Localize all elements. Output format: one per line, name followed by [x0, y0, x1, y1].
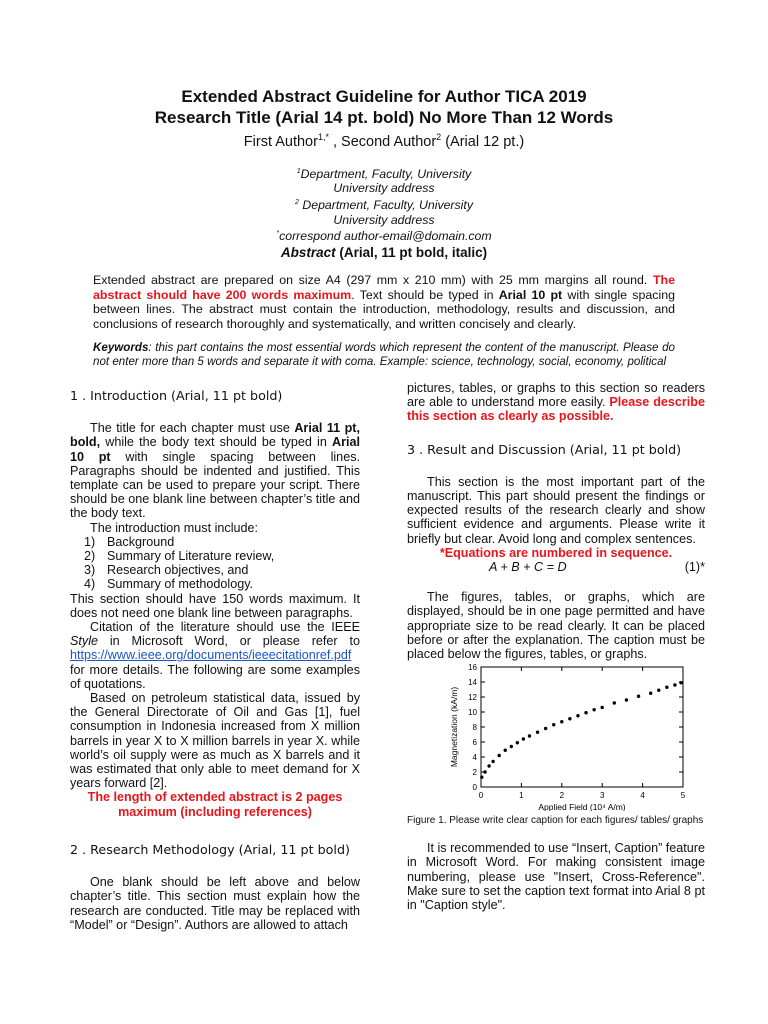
intro-paragraph-5: Based on petroleum statistical data, issued by the General Directorate of Oil and Gas [1], fuel consumption in Indonesia increased from X million barrels in year X to X million barrels in year X. while world’s oil supply were as much as X barrels and it was estimated that only able to meet demand for X years forward [2]. — [70, 691, 360, 791]
section-1-heading: 1 . Introduction (Arial, 11 pt bold) — [70, 388, 283, 403]
magnetization-chart — [407, 661, 705, 811]
abstract-bold-text: Arial 10 pt — [498, 287, 563, 302]
x-tick-label: 0 — [478, 791, 484, 801]
data-point — [491, 760, 494, 763]
equation-text: A + B + C = D — [489, 560, 567, 575]
data-point — [601, 706, 604, 709]
intro-p1-a: The title for each chapter must use — [90, 421, 295, 436]
author-2-sup: 2 — [436, 132, 442, 142]
correspond-sup: * — [276, 230, 280, 238]
intro-p1-bold-1: Arial 11 pt, bold, — [70, 421, 360, 450]
data-point — [576, 714, 579, 717]
intro-p4-a: Citation of the literature should use the IEEE — [90, 620, 360, 635]
y-tick-label: 6 — [472, 738, 477, 748]
intro-p1-c: while the body text should be typed in — [100, 435, 332, 450]
data-point — [516, 741, 519, 744]
data-point — [568, 717, 571, 720]
list-item-text: Research objectives, and — [107, 563, 249, 578]
x-tick-label: 4 — [640, 791, 645, 801]
data-point — [504, 749, 507, 752]
figure-1-caption: Figure 1. Please write clear caption for each figures/ tables/ graphs — [407, 815, 704, 827]
intro-p4-italic: Style — [70, 634, 98, 649]
section-3-heading: 3 . Result and Discussion (Arial, 11 pt bold) — [407, 441, 682, 457]
methodology-paragraph: One blank should be left above and below chapter’s title. This section must explain how the research are conducted. Title may be replaced with “Model” or “Design”. Authors are allowed to attach — [70, 875, 360, 932]
data-point — [522, 738, 525, 741]
abstract-text-1: Extended abstract are prepared on size A4 (297 mm x 210 mm) with 25 mm margins all round. — [93, 273, 653, 287]
keywords-label: Keywords — [93, 341, 149, 354]
intro-paragraph-1 — [70, 421, 360, 520]
intro-p4-d: for more details. The following are some examples of quotations. — [70, 662, 360, 691]
left-column — [70, 381, 360, 932]
list-item-number: 2) — [84, 549, 96, 564]
affil-1-sup: 1 — [296, 167, 301, 175]
intro-paragraph-4 — [70, 620, 360, 691]
affil-1: Department, Faculty, University — [300, 166, 472, 181]
x-tick-label: 5 — [680, 791, 686, 801]
y-tick-label: 4 — [472, 753, 477, 763]
y-axis-label: Magnetization (kA/m) — [449, 687, 459, 768]
author-note: (Arial 12 pt.) — [441, 133, 525, 150]
author-line — [0, 128, 768, 151]
data-point — [552, 723, 555, 726]
list-item — [84, 535, 360, 549]
list-item-text: Summary of methodology. — [107, 577, 254, 592]
data-point — [480, 776, 483, 779]
data-point — [544, 727, 547, 730]
right-column — [407, 381, 705, 912]
paper-header — [0, 86, 768, 244]
equation-note: *Equations are numbered in sequence. — [439, 545, 673, 560]
data-point — [560, 720, 563, 723]
data-point — [649, 692, 652, 695]
abstract-red-text: The abstract should have 200 words maximum — [93, 273, 675, 302]
list-item-number: 3) — [84, 563, 96, 578]
keywords — [93, 341, 675, 368]
equation-1 — [407, 560, 705, 574]
intro-paragraph-2: The introduction must include: — [90, 520, 259, 535]
affil-2-sup: 2 — [295, 198, 299, 206]
list-item-text: Summary of Literature review, — [107, 549, 275, 564]
list-item-number: 4) — [84, 577, 96, 592]
keywords-text: : this part contains the most essential words which represent the content of the manuscript. Please do not enter more than 5 words and separate it with coma. Example: science, technology, social, economy, political — [93, 341, 675, 368]
data-point — [497, 754, 500, 757]
abstract-heading-italic: Abstract — [280, 245, 336, 260]
intro-p4-c: in Microsoft Word, or please refer to — [98, 634, 360, 649]
author-2: , Second Author — [328, 133, 437, 150]
intro-p1-bold-2: Arial 10 pt — [70, 435, 360, 464]
research-title: Research Title (Arial 14 pt. bold) No More Than 12 Words — [154, 108, 614, 127]
x-tick-label: 2 — [559, 791, 565, 801]
abstract-heading — [0, 245, 768, 260]
y-tick-label: 10 — [468, 708, 477, 718]
list-item — [84, 577, 360, 591]
data-point — [637, 695, 640, 698]
y-tick-label: 0 — [472, 783, 477, 793]
methodology-continued-text: pictures, tables, or graphs to this section so readers are able to understand more easily. — [407, 381, 705, 410]
data-point — [584, 711, 587, 714]
y-tick-label: 8 — [472, 723, 477, 733]
abstract-text-2: . Text should be typed in — [351, 287, 499, 302]
methodology-continued — [407, 381, 705, 424]
y-tick-label: 2 — [472, 768, 477, 778]
results-paragraph-1: This section is the most important part of the manuscript. This part should present the findings or expected results of the research clearly and show sufficient evidence and arguments. Please write it briefly but clear. Avoid long and complex sentences. — [407, 474, 705, 546]
y-tick-label: 14 — [468, 678, 477, 688]
data-point — [679, 681, 682, 684]
data-point — [657, 689, 660, 692]
list-item-text: Background — [107, 534, 175, 549]
x-tick-label: 1 — [519, 791, 524, 801]
results-paragraph-3: It is recommended to use “Insert, Caption” feature in Microsoft Word. For making consistent image numbering, please use "Insert, Cross-Reference". Make sure to set the caption text format into Arial 8 pt in "Caption style". — [407, 841, 705, 913]
x-axis-label: Applied Field (10⁴ A/m) — [538, 802, 626, 812]
y-tick-label: 12 — [468, 693, 477, 703]
data-point — [592, 708, 595, 711]
abstract-body — [93, 273, 675, 331]
data-point — [487, 765, 490, 768]
correspond-email: correspond author-email@domain.com — [279, 229, 492, 244]
section-2-heading: 2 . Research Methodology (Arial, 11 pt bold) — [70, 841, 350, 857]
data-point — [536, 731, 539, 734]
affil-2-address: University address — [333, 212, 435, 227]
paper-title: Extended Abstract Guideline for Author TICA 2019 — [181, 87, 587, 106]
affiliations — [0, 165, 768, 244]
equation-number: (1)* — [684, 560, 705, 575]
y-tick-label: 16 — [468, 663, 477, 673]
abstract-heading-rest: (Arial, 11 pt bold, italic) — [335, 245, 488, 260]
length-warning: The length of extended abstract is 2 pages maximum (including references) — [87, 790, 343, 819]
figure-1-chart — [407, 661, 705, 811]
list-item-number: 1) — [84, 534, 96, 549]
plot-frame — [481, 667, 683, 787]
abstract-text-3: with single spacing between lines. The abstract must contain the introduction, methodology, results and discussion, and conclusions of research thoroughly and systematically, and written concisely and clearly. — [93, 287, 675, 331]
data-point — [665, 686, 668, 689]
author-1: First Author — [243, 133, 318, 150]
data-point — [673, 684, 676, 687]
intro-p1-e: with single spacing between lines. Paragraphs should be indented and justified. This template can be used to prepare your script. There should be one blank line between chapter’s title and the body text. — [70, 449, 360, 521]
list-item — [84, 563, 360, 577]
data-point — [625, 699, 628, 702]
results-paragraph-2: The figures, tables, or graphs, which are displayed, should be in one page permitted and have appropriate size to be read clearly. It can be placed before or after the explanation. The caption must be placed below the figures, tables, or graphs. — [407, 590, 705, 662]
list-item — [84, 549, 360, 563]
intro-list — [70, 535, 360, 592]
author-1-sup: 1,* — [317, 132, 329, 142]
data-point — [613, 702, 616, 705]
data-point — [483, 771, 486, 774]
affil-1-address: University address — [333, 181, 435, 196]
data-point — [528, 735, 531, 738]
intro-paragraph-3: This section should have 150 words maximum. It does not need one blank line between paragraphs. — [70, 591, 360, 620]
x-tick-label: 3 — [599, 791, 605, 801]
data-point — [510, 745, 513, 748]
affil-2: Department, Faculty, University — [298, 198, 473, 213]
methodology-red-text: Please describe this section as clearly as possible. — [407, 395, 706, 424]
ieee-citation-link[interactable]: https://www.ieee.org/documents/ieeecitationref.pdf — [70, 648, 352, 663]
